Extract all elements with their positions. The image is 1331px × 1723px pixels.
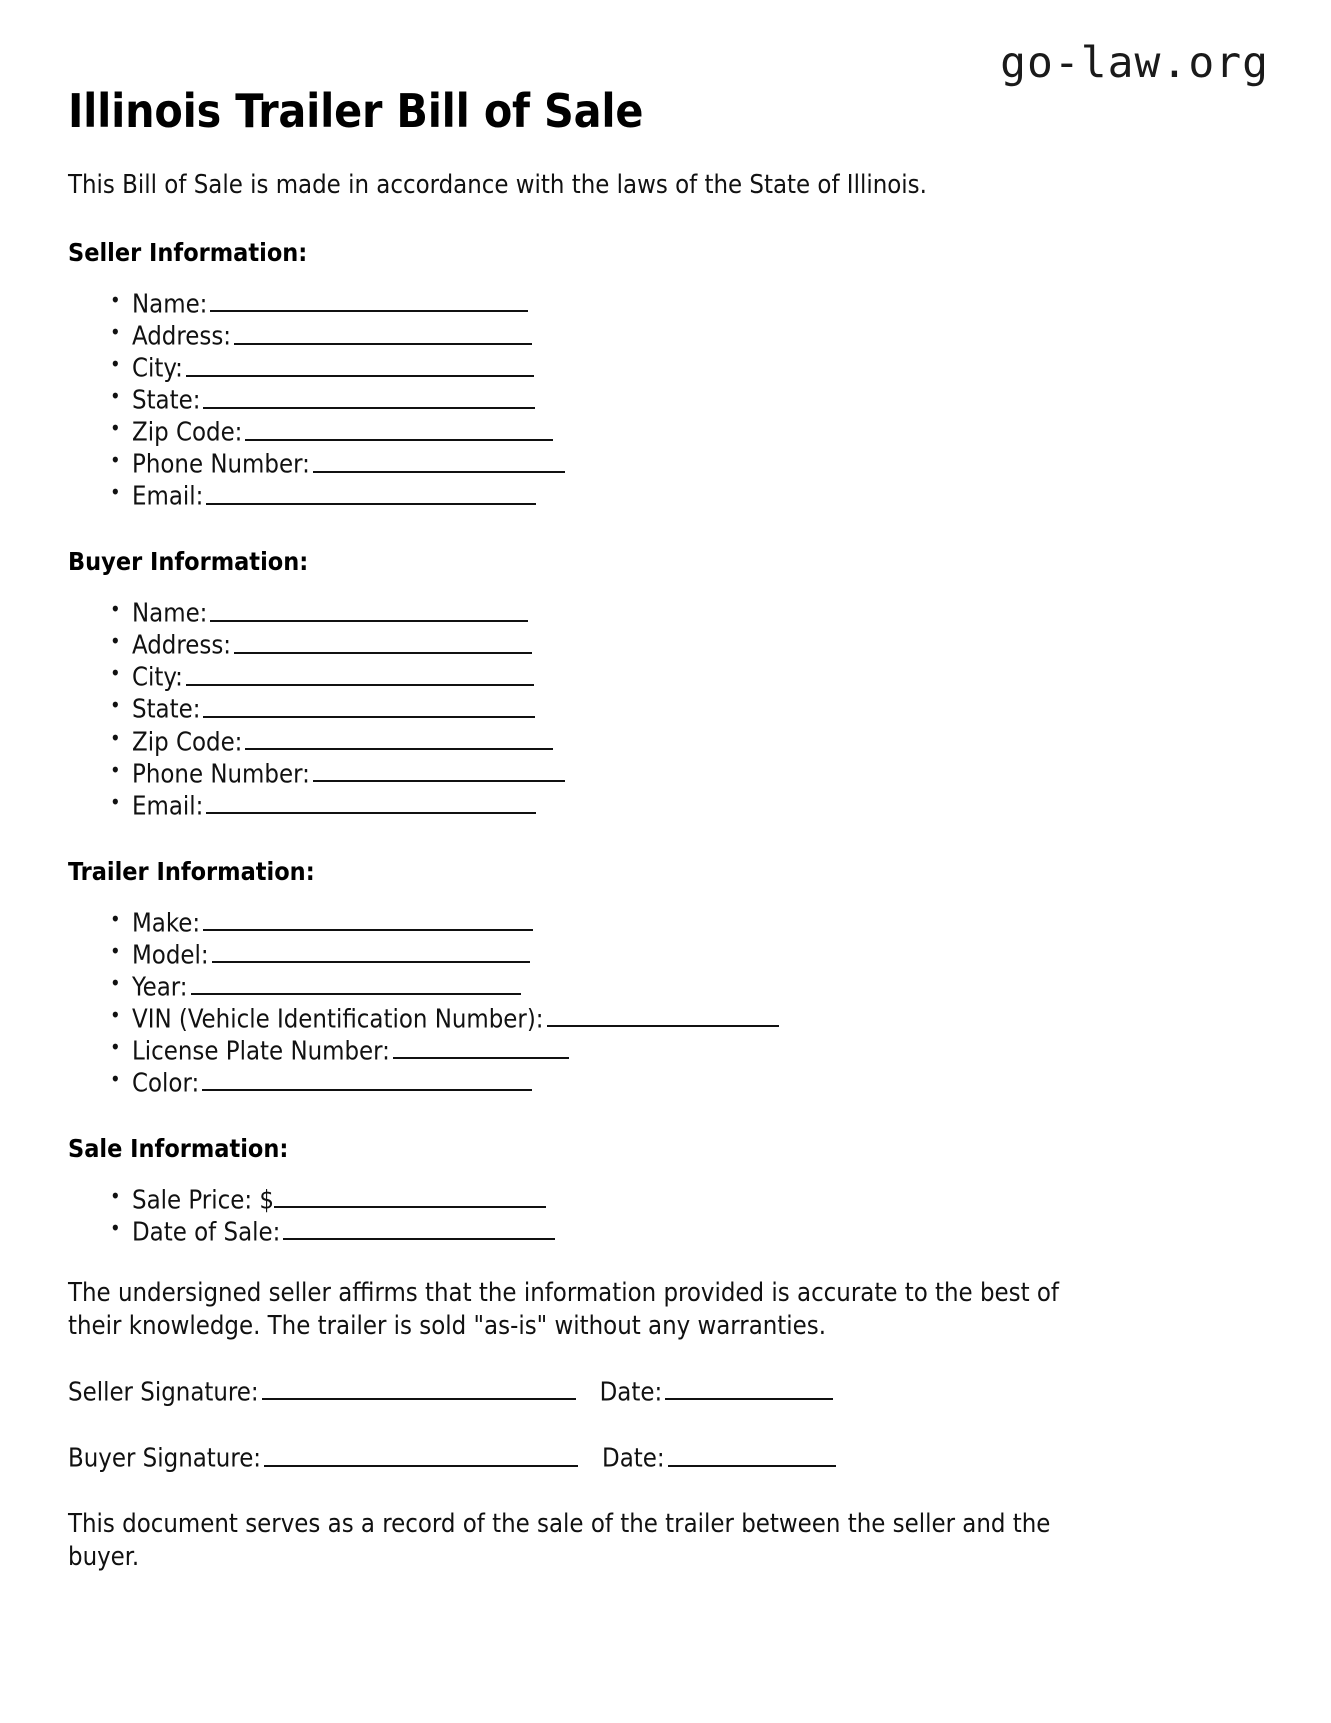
signature-label: Seller Signature:	[68, 1377, 259, 1408]
field-label: Model:	[132, 940, 209, 971]
field-label: Date of Sale:	[132, 1217, 281, 1248]
date-blank-line[interactable]	[668, 1441, 836, 1466]
field-blank-line[interactable]	[210, 287, 528, 312]
intro-paragraph: This Bill of Sale is made in accordance with the laws of the State of Illinois.	[68, 170, 927, 200]
field-row	[110, 1183, 1110, 1215]
field-blank-line[interactable]	[283, 1215, 555, 1240]
field-blank-line[interactable]	[234, 628, 532, 653]
sale-field-list	[68, 1183, 1110, 1247]
trailer-field-list	[68, 906, 1110, 1098]
field-label: Year:	[132, 972, 188, 1003]
field-blank-line[interactable]	[203, 692, 535, 717]
date-label: Date:	[602, 1443, 665, 1474]
field-blank-line[interactable]	[191, 970, 521, 995]
field-row	[110, 447, 1110, 479]
affirmation-paragraph: The undersigned seller affirms that the information provided is accurate to the best of their knowledge. The trailer is sold "as-is" without any warranties.	[68, 1278, 1059, 1342]
field-row	[110, 1002, 1110, 1034]
field-label: Make:	[132, 908, 201, 939]
field-label: Zip Code:	[132, 417, 243, 448]
page-title: Illinois Trailer Bill of Sale	[68, 84, 644, 138]
field-row	[110, 287, 1110, 319]
field-blank-line[interactable]	[212, 938, 530, 963]
field-blank-line[interactable]	[393, 1034, 569, 1059]
field-label: Email:	[132, 481, 204, 512]
field-blank-line[interactable]	[274, 1183, 546, 1208]
section-heading-buyer: Buyer Information:	[68, 547, 309, 577]
field-row	[110, 596, 1110, 628]
field-label: City:	[132, 353, 183, 384]
field-blank-line[interactable]	[210, 596, 528, 621]
field-label: State:	[132, 694, 201, 725]
field-row	[110, 970, 1110, 1002]
field-row	[110, 1066, 1110, 1098]
seller-field-list	[68, 287, 1110, 511]
field-row	[110, 938, 1110, 970]
field-row	[110, 383, 1110, 415]
date-blank-line[interactable]	[665, 1375, 833, 1400]
buyer-field-list	[68, 596, 1110, 820]
field-label: Phone Number:	[132, 759, 310, 790]
signature-blank-line[interactable]	[262, 1375, 576, 1400]
field-blank-line[interactable]	[313, 757, 565, 782]
field-row	[110, 351, 1110, 383]
field-label: Address:	[132, 630, 231, 661]
field-row	[110, 479, 1110, 511]
site-logo: go-law.org	[1000, 38, 1269, 88]
field-row	[110, 628, 1110, 660]
document-body	[68, 168, 1110, 1574]
field-row	[110, 1034, 1110, 1066]
field-blank-line[interactable]	[547, 1002, 779, 1027]
field-label: Address:	[132, 321, 231, 352]
field-blank-line[interactable]	[245, 415, 553, 440]
field-row	[110, 1215, 1110, 1247]
signature-block	[68, 1375, 1110, 1476]
field-blank-line[interactable]	[206, 789, 536, 814]
field-blank-line[interactable]	[206, 479, 536, 504]
signature-row	[68, 1441, 1110, 1475]
field-row	[110, 757, 1110, 789]
section-heading-sale: Sale Information:	[68, 1133, 289, 1163]
field-label: Email:	[132, 791, 204, 822]
field-blank-line[interactable]	[186, 351, 534, 376]
field-label: State:	[132, 385, 201, 416]
field-label: Name:	[132, 598, 208, 629]
field-label: License Plate Number:	[132, 1036, 390, 1067]
field-blank-line[interactable]	[186, 660, 534, 685]
field-label: City:	[132, 662, 183, 693]
field-label: Phone Number:	[132, 449, 310, 480]
field-label: VIN (Vehicle Identification Number):	[132, 1004, 544, 1035]
field-blank-line[interactable]	[202, 1066, 532, 1091]
field-row	[110, 660, 1110, 692]
signature-blank-line[interactable]	[264, 1441, 578, 1466]
field-row	[110, 319, 1110, 351]
field-blank-line[interactable]	[203, 383, 535, 408]
field-row	[110, 906, 1110, 938]
signature-row	[68, 1375, 1110, 1409]
field-blank-line[interactable]	[234, 319, 532, 344]
field-row	[110, 725, 1110, 757]
field-row	[110, 692, 1110, 724]
date-label: Date:	[599, 1377, 663, 1408]
field-label: Zip Code:	[132, 726, 243, 757]
section-heading-trailer: Trailer Information:	[68, 856, 315, 886]
signature-label: Buyer Signature:	[68, 1443, 262, 1474]
field-blank-line[interactable]	[313, 447, 565, 472]
field-row	[110, 415, 1110, 447]
field-label: Sale Price: $	[132, 1185, 274, 1216]
field-label: Name:	[132, 289, 208, 320]
field-blank-line[interactable]	[203, 906, 533, 931]
section-heading-seller: Seller Information:	[68, 238, 308, 267]
field-blank-line[interactable]	[245, 725, 553, 750]
closing-paragraph: This document serves as a record of the sale of the trailer between the seller and the buyer.	[68, 1508, 1051, 1572]
field-label: Color:	[132, 1068, 200, 1099]
field-row	[110, 789, 1110, 821]
